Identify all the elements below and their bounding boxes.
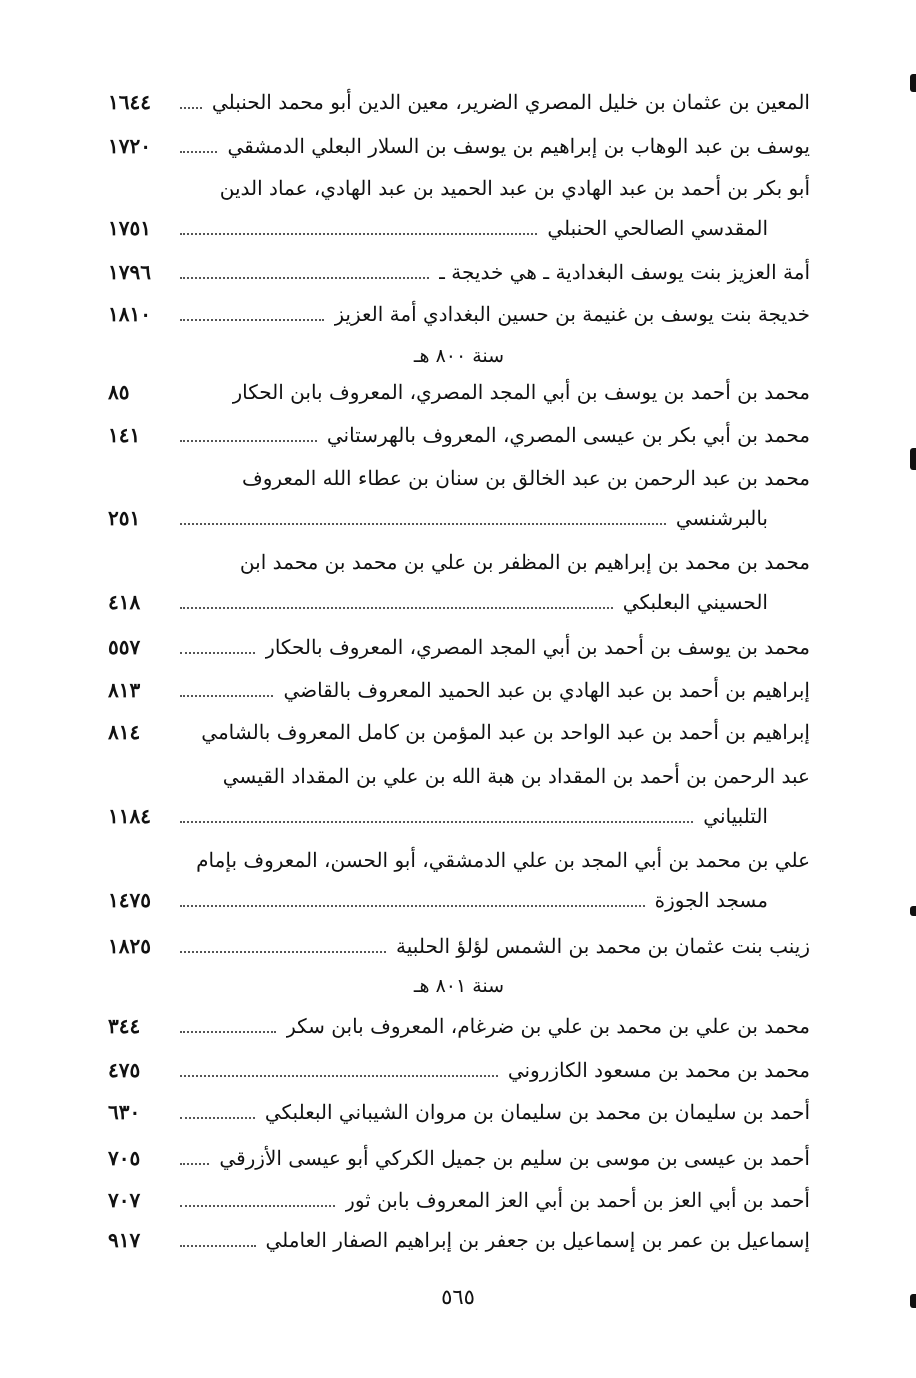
index-entry (108, 1092, 810, 1132)
entry-name-continuation: الحسيني البعلبكي (622, 590, 768, 614)
entry-page-number: ١٨٢٥ (108, 934, 151, 958)
entry-page-number: ٣٤٤ (108, 1014, 141, 1038)
entry-name: إبراهيم بن أحمد بن عبد الواحد بن عبد المؤمن بن كامل المعروف بالشامي (201, 720, 810, 744)
entry-page-number: ١٤٧٥ (108, 888, 151, 912)
entry-line (108, 415, 810, 455)
entry-name: محمد بن يوسف بن أحمد بن أبي المجد المصري، المعروف بالحكار (265, 635, 810, 659)
index-entry (108, 168, 810, 248)
entry-name: محمد بن عبد الرحمن بن عبد الخالق بن سنان بن عطاء الله المعروف (241, 466, 810, 490)
entry-name: أمة العزيز بنت يوسف البغدادية ـ هي خديجة ـ (439, 260, 810, 284)
entry-name: يوسف بن عبد الوهاب بن إبراهيم بن يوسف بن السلار البعلي الدمشقي (227, 134, 810, 158)
entry-line (108, 880, 810, 920)
entry-name: خديجة بنت يوسف بن غنيمة بن حسين البغدادي أمة العزيز (334, 302, 810, 326)
entry-page-number: ٨١٤ (108, 720, 141, 744)
index-entry (108, 712, 810, 752)
page-number: ٥٦٥ (441, 1285, 475, 1309)
entry-line (108, 252, 810, 292)
entry-line (108, 82, 810, 122)
entry-page-number: ٧٠٥ (108, 1146, 141, 1170)
entry-page-number: ١١٨٤ (108, 804, 151, 828)
entry-page-number: ١٨١٠ (108, 302, 151, 326)
entry-page-number: ٢٥١ (108, 506, 141, 530)
entry-line (108, 627, 810, 667)
entry-line (108, 168, 810, 208)
entry-name: أحمد بن سليمان بن محمد بن سليمان بن مروان الشيباني البعلبكي (264, 1100, 810, 1124)
entry-name: محمد بن أحمد بن يوسف بن أبي المجد المصري، المعروف بابن الحكار (232, 380, 810, 404)
index-entry (108, 756, 810, 836)
index-entry (108, 252, 810, 292)
leader-dots (180, 1117, 255, 1119)
entry-page-number: ١٧٢٠ (108, 134, 151, 158)
index-entry (108, 926, 810, 966)
index-entry (108, 294, 810, 334)
scan-edge-mark (910, 448, 916, 470)
index-entry (108, 1050, 810, 1090)
leader-dots (180, 277, 429, 279)
entry-line (108, 498, 810, 538)
leader-dots (180, 233, 537, 235)
index-entry (108, 82, 810, 122)
entry-name: محمد بن أبي بكر بن عيسى المصري، المعروف بالهرستاني (326, 423, 810, 447)
index-entry (108, 1006, 810, 1046)
entry-name-continuation: بالبرشنسي (675, 506, 768, 530)
entry-page-number: ٨٥ (108, 380, 130, 404)
leader-dots (180, 319, 324, 321)
entry-line (108, 582, 810, 622)
entry-name: إبراهيم بن أحمد بن عبد الهادي بن عبد الحميد المعروف بالقاضي (283, 678, 810, 702)
index-entry (108, 458, 810, 538)
index-entry (108, 542, 810, 622)
entry-name-continuation: مسجد الجوزة (654, 888, 768, 912)
entry-name-continuation: التلبياني (703, 804, 768, 828)
index-entry (108, 1220, 810, 1260)
scan-edge-mark (910, 906, 916, 916)
index-entry (108, 415, 810, 455)
index-entry (108, 670, 810, 710)
leader-dots (180, 107, 202, 109)
leader-dots (180, 523, 666, 525)
entry-line (108, 670, 810, 710)
entry-page-number: ٤٧٥ (108, 1058, 141, 1082)
entry-page-number: ١٤١ (108, 423, 141, 447)
entry-name: إسماعيل بن عمر بن إسماعيل بن جعفر بن إبراهيم الصفار العاملي (265, 1228, 810, 1252)
leader-dots (180, 951, 386, 953)
entry-line (108, 1006, 810, 1046)
year-heading: سنة ٨٠١ هـ (413, 975, 505, 997)
entry-name: محمد بن علي بن محمد بن علي بن ضرغام، المعروف بابن سكر (286, 1014, 810, 1038)
leader-dots (180, 652, 255, 654)
entry-line (108, 840, 810, 880)
leader-dots (180, 1075, 498, 1077)
entry-line (108, 372, 810, 412)
entry-line (108, 926, 810, 966)
scan-edge-mark (910, 74, 916, 92)
leader-dots (180, 1245, 256, 1247)
entry-page-number: ٨١٣ (108, 678, 141, 702)
entry-line (108, 756, 810, 796)
entry-page-number: ٩١٧ (108, 1228, 141, 1252)
entry-name: أحمد بن عيسى بن موسى بن سليم بن جميل الكركي أبو عيسى الأزرقي (219, 1146, 810, 1170)
entry-name: محمد بن محمد بن مسعود الكازروني (507, 1058, 810, 1082)
entry-name: علي بن محمد بن أبي المجد بن علي الدمشقي، أبو الحسن، المعروف بإمام (196, 848, 810, 872)
index-entry (108, 1180, 810, 1220)
entry-page-number: ٧٠٧ (108, 1188, 141, 1212)
entry-name-continuation: المقدسي الصالحي الحنبلي (547, 216, 768, 240)
leader-dots (180, 821, 693, 823)
leader-dots (180, 1031, 276, 1033)
leader-dots (180, 440, 317, 442)
leader-dots (180, 607, 613, 609)
entry-line (108, 796, 810, 836)
entry-page-number: ١٧٥١ (108, 216, 151, 240)
index-entry (108, 840, 810, 920)
entry-line (108, 126, 810, 166)
leader-dots (180, 905, 645, 907)
entry-name: المعين بن عثمان بن خليل المصري الضرير، معين الدين أبو محمد الحنبلي (211, 90, 810, 114)
entry-page-number: ١٦٤٤ (108, 90, 151, 114)
entry-line (108, 458, 810, 498)
entry-line (108, 1092, 810, 1132)
entry-line (108, 1220, 810, 1260)
entry-line (108, 712, 810, 752)
entry-page-number: ٦٣٠ (108, 1100, 141, 1124)
entry-line (108, 208, 810, 248)
leader-dots (180, 151, 217, 153)
entry-name: زينب بنت عثمان بن محمد بن الشمس لؤلؤ الحلبية (396, 934, 810, 958)
entry-name: أحمد بن أبي العز بن أحمد بن أبي العز المعروف بابن ثور (345, 1188, 810, 1212)
entry-name: أبو بكر بن أحمد بن عبد الهادي بن عبد الحميد بن عبد الهادي، عماد الدين (219, 176, 810, 200)
entry-line (108, 1050, 810, 1090)
index-entry (108, 372, 810, 412)
entry-line (108, 294, 810, 334)
entry-page-number: ٤١٨ (108, 590, 141, 614)
index-entry (108, 126, 810, 166)
year-heading: سنة ٨٠٠ هـ (413, 345, 505, 367)
leader-dots (180, 1205, 335, 1207)
leader-dots (180, 695, 273, 697)
entry-line (108, 542, 810, 582)
index-entry (108, 1138, 810, 1178)
leader-dots (180, 1163, 209, 1165)
entry-name: محمد بن محمد بن إبراهيم بن المظفر بن علي بن محمد بن محمد ابن (239, 550, 810, 574)
entry-name: عبد الرحمن بن أحمد بن المقداد بن هبة الله بن علي بن المقداد القيسي (222, 764, 810, 788)
entry-line (108, 1180, 810, 1220)
entry-page-number: ١٧٩٦ (108, 260, 151, 284)
entry-page-number: ٥٥٧ (108, 635, 141, 659)
scan-edge-mark (910, 1294, 916, 1308)
entry-line (108, 1138, 810, 1178)
index-entry (108, 627, 810, 667)
